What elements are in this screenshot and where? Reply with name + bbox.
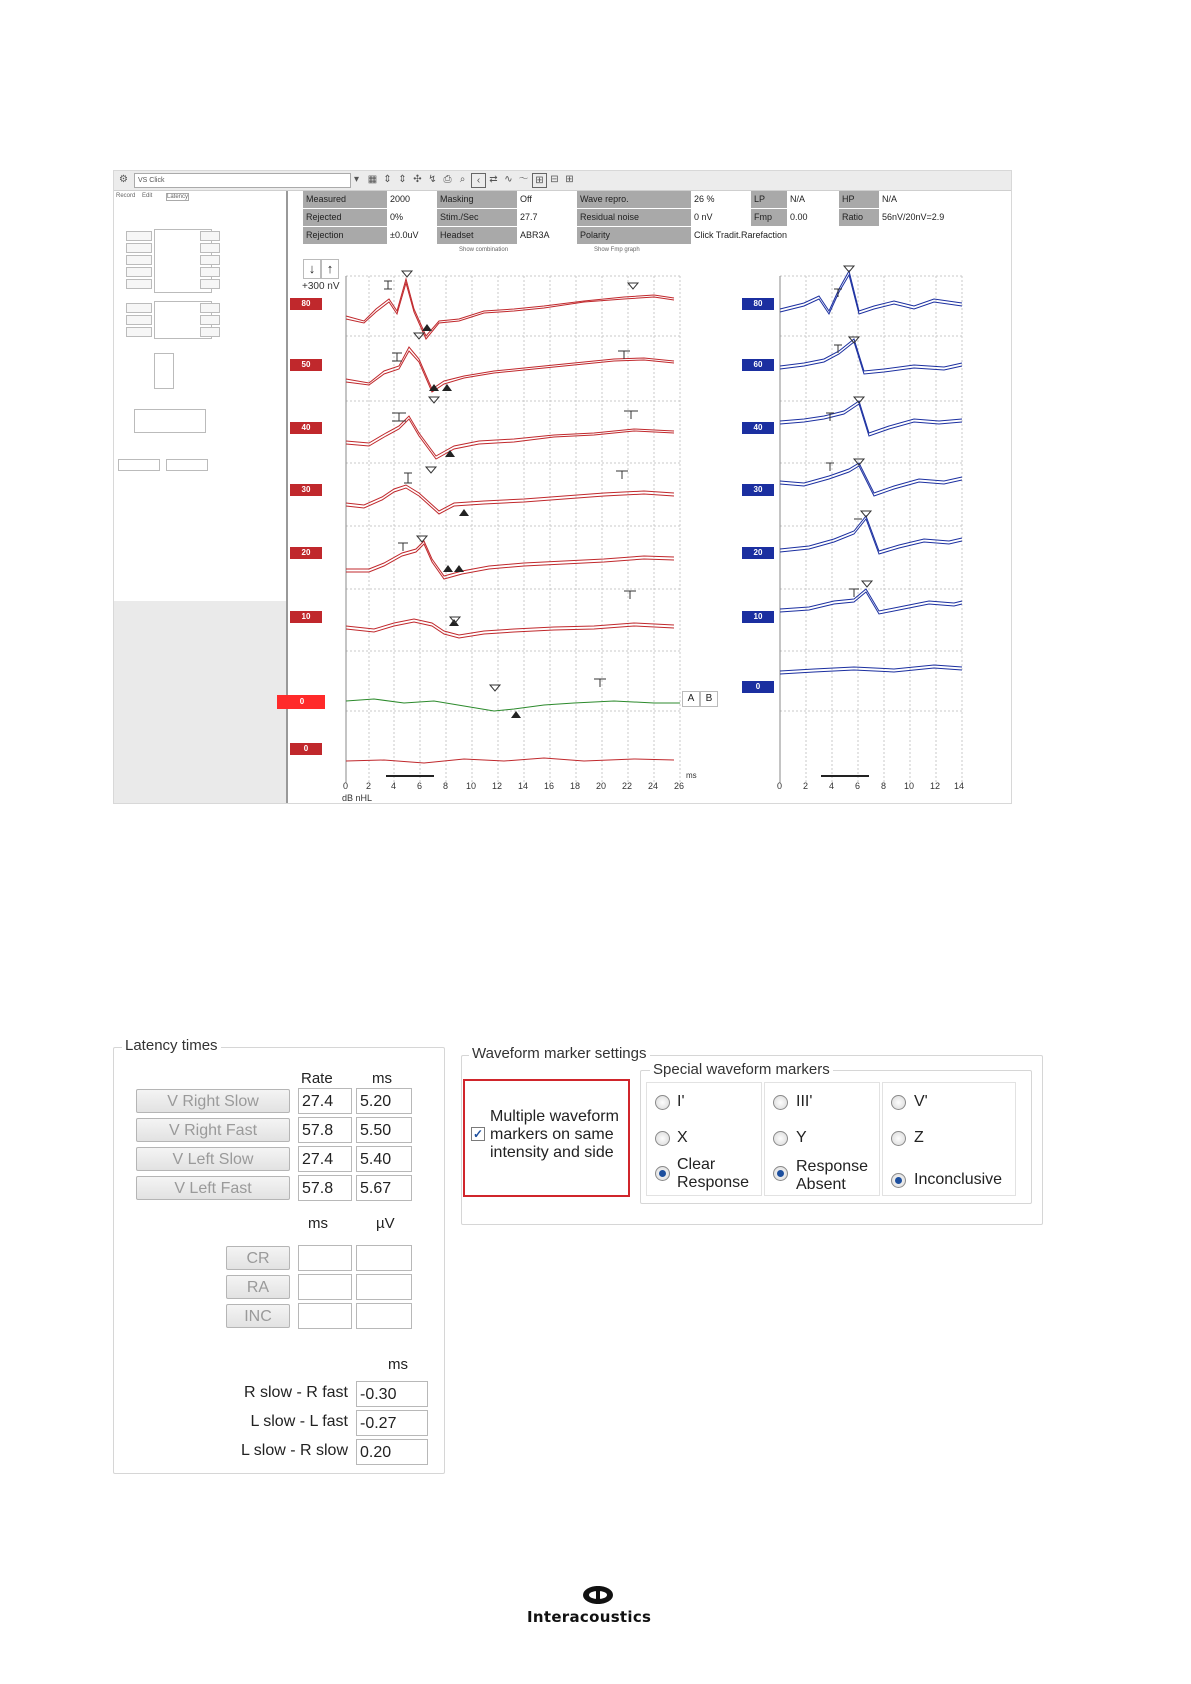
level-label[interactable]: 40 — [742, 422, 774, 434]
x-tick-label: 6 — [855, 781, 861, 791]
x-tick-label: 14 — [954, 781, 965, 791]
x-tick-label: 2 — [366, 781, 372, 791]
tab-latency[interactable]: Latency — [167, 194, 189, 200]
info-label: LP — [751, 191, 787, 208]
ms-header: ms — [308, 1215, 328, 1232]
level-label[interactable]: 40 — [290, 422, 322, 434]
wave-icon[interactable]: 〜 — [518, 174, 529, 185]
diff-ms-header: ms — [388, 1356, 408, 1373]
x-tick-label: 16 — [544, 781, 555, 791]
info-value: N/A — [787, 191, 839, 208]
info-label: Headset — [437, 227, 517, 244]
x-tick-label: 8 — [443, 781, 449, 791]
report-icon[interactable]: ⊞ — [565, 174, 574, 185]
latency-field[interactable]: 5.50 — [356, 1117, 412, 1143]
level-label-selected[interactable]: 0 — [282, 696, 322, 708]
info-label: Polarity — [577, 227, 691, 244]
marker-i-prime-radio[interactable] — [655, 1095, 670, 1110]
level-label[interactable]: 50 — [290, 359, 322, 371]
ms-header: ms — [372, 1070, 392, 1087]
diff-label: R slow - R fast — [243, 1384, 348, 1401]
show-combination-option[interactable]: Show combination — [459, 247, 509, 253]
level-label[interactable]: 20 — [742, 547, 774, 559]
split-icon[interactable]: ⊟ — [550, 174, 559, 185]
save-icon[interactable]: ▦ — [367, 174, 378, 185]
info-value: 26 % — [691, 191, 751, 208]
latency-field[interactable]: 5.40 — [356, 1146, 412, 1172]
info-value: ±0.0uV — [387, 227, 437, 244]
abr-software-screenshot — [113, 170, 1012, 804]
x-tick-label: 4 — [829, 781, 835, 791]
zoom-icon[interactable]: ⌕ — [459, 174, 466, 185]
x-tick-label: 22 — [622, 781, 633, 791]
level-label[interactable]: 30 — [290, 484, 322, 496]
cursor-b-button[interactable]: B — [700, 691, 718, 707]
info-value: ABR3A — [517, 227, 577, 244]
tab-record[interactable]: Record — [116, 193, 136, 199]
x-tick-label: 2 — [803, 781, 809, 791]
level-label[interactable]: 30 — [742, 484, 774, 496]
level-label[interactable]: 20 — [290, 547, 322, 559]
info-label: Wave repro. — [577, 191, 691, 208]
x-unit-label: ms — [686, 771, 697, 780]
v-right-fast-button[interactable]: V Right Fast — [136, 1118, 290, 1142]
waveform-marker-settings-title: Waveform marker settings — [469, 1045, 650, 1062]
rate-header: Rate — [301, 1070, 333, 1087]
show-fmp-graph-option[interactable]: Show Fmp graph — [594, 247, 640, 253]
rate-field[interactable]: 57.8 — [298, 1117, 352, 1143]
inc-uv-field[interactable] — [356, 1303, 412, 1329]
v-left-fast-button[interactable]: V Left Fast — [136, 1176, 290, 1200]
x-tick-label: 10 — [466, 781, 477, 791]
scale-down-button[interactable]: ↓ — [303, 259, 321, 279]
level-label[interactable]: 10 — [290, 611, 322, 623]
level-label[interactable]: 0 — [742, 681, 774, 693]
tab-edit[interactable]: Edit — [142, 193, 153, 199]
info-label: Fmp — [751, 209, 787, 226]
x-tick-label: 8 — [881, 781, 887, 791]
info-label: Rejection — [303, 227, 387, 244]
waveform-plot — [114, 171, 1011, 803]
cursor-a-button[interactable]: A — [682, 691, 700, 707]
scale-up-button[interactable]: ↑ — [321, 259, 339, 279]
marker-x-radio[interactable] — [655, 1131, 670, 1146]
latency-times-title: Latency times — [122, 1037, 221, 1054]
radio-label: X — [677, 1129, 688, 1146]
level-label[interactable]: 80 — [742, 298, 774, 310]
info-label: Masking — [437, 191, 517, 208]
special-markers-title: Special waveform markers — [650, 1061, 833, 1078]
info-value: Off — [517, 191, 577, 208]
radio-label: III' — [796, 1093, 813, 1110]
info-value: 56nV/20nV=2.9 — [879, 209, 969, 226]
x-tick-label: 18 — [570, 781, 581, 791]
uv-header: µV — [376, 1215, 395, 1232]
arrow-updown-icon[interactable]: ⇕ — [398, 174, 407, 185]
print-icon[interactable]: ⎙ — [443, 174, 452, 185]
info-value: 2000 — [387, 191, 437, 208]
ra-uv-field[interactable] — [356, 1274, 412, 1300]
app-icon: ⚙ — [119, 174, 128, 185]
rate-field[interactable]: 27.4 — [298, 1088, 352, 1114]
info-label: Measured — [303, 191, 387, 208]
brand-name: Interacoustics — [527, 1608, 652, 1626]
info-value: Click Tradit.Rarefaction — [691, 227, 891, 244]
diff-field[interactable]: -0.30 — [356, 1381, 428, 1407]
diff-field[interactable]: -0.27 — [356, 1410, 428, 1436]
info-label: Stim./Sec — [437, 209, 517, 226]
cr-ms-field[interactable] — [298, 1245, 352, 1271]
latency-field[interactable]: 5.20 — [356, 1088, 412, 1114]
multiple-markers-checkbox[interactable]: ✓ — [472, 1127, 484, 1141]
radio-label: V' — [914, 1093, 928, 1110]
protocol-select[interactable]: VS Click — [134, 173, 351, 188]
info-value: 0.00 — [787, 209, 839, 226]
level-label[interactable]: 60 — [742, 359, 774, 371]
multiple-markers-label: Multiple waveform markers on same intensity and side — [490, 1108, 619, 1161]
left-arrow-icon[interactable]: ‹ — [471, 173, 486, 188]
amplitude-scale-label: +300 nV — [302, 281, 340, 292]
ra-ms-field[interactable] — [298, 1274, 352, 1300]
ra-button[interactable]: RA — [226, 1275, 290, 1299]
info-value: 27.7 — [517, 209, 577, 226]
info-label: Rejected — [303, 209, 387, 226]
info-value: 0 nV — [691, 209, 751, 226]
marker-icon[interactable]: ✣ — [413, 174, 422, 185]
x-tick-label: 10 — [904, 781, 915, 791]
radio-label: Z — [914, 1129, 924, 1146]
v-right-slow-button[interactable]: V Right Slow — [136, 1089, 290, 1113]
latency-field[interactable]: 5.67 — [356, 1175, 412, 1201]
arrow-updown-icon[interactable]: ⇕ — [383, 174, 392, 185]
compare-icon[interactable]: ⇄ — [489, 174, 498, 185]
inc-ms-field[interactable] — [298, 1303, 352, 1329]
level-label[interactable]: 0 — [290, 743, 322, 755]
level-label[interactable]: 10 — [742, 611, 774, 623]
marker-y-radio[interactable] — [773, 1131, 788, 1146]
rate-field[interactable]: 27.4 — [298, 1146, 352, 1172]
level-label[interactable]: 80 — [290, 298, 322, 310]
x-tick-label: 12 — [492, 781, 503, 791]
diff-label: L slow - R slow — [241, 1442, 348, 1459]
radio-label: Inconclusive — [914, 1171, 1003, 1188]
diff-field[interactable]: 0.20 — [356, 1439, 428, 1465]
x-tick-label: 24 — [648, 781, 659, 791]
x-tick-label: 0 — [777, 781, 783, 791]
radio-label: Response Absent — [796, 1158, 869, 1193]
radio-label: Y — [796, 1129, 807, 1146]
interacoustics-logo-icon — [581, 1585, 615, 1605]
inconclusive-radio[interactable] — [891, 1173, 906, 1188]
info-label: Residual noise — [577, 209, 691, 226]
cr-uv-field[interactable] — [356, 1245, 412, 1271]
v-left-slow-button[interactable]: V Left Slow — [136, 1147, 290, 1171]
marker-v-prime-radio[interactable] — [891, 1095, 906, 1110]
inc-button[interactable]: INC — [226, 1304, 290, 1328]
info-value: 0% — [387, 209, 437, 226]
x-tick-label: 26 — [674, 781, 685, 791]
x-tick-label: 14 — [518, 781, 529, 791]
grid-icon[interactable]: ⊞ — [532, 173, 547, 188]
info-value: N/A — [879, 191, 969, 208]
clear-response-radio[interactable] — [655, 1166, 670, 1181]
marker-z-radio[interactable] — [891, 1131, 906, 1146]
x-axis-label: dB nHL — [342, 793, 373, 803]
radio-label: Clear Response — [677, 1156, 750, 1191]
x-tick-label: 12 — [930, 781, 941, 791]
rate-field[interactable]: 57.8 — [298, 1175, 352, 1201]
radio-label: I' — [677, 1093, 685, 1110]
diff-label: L slow - L fast — [250, 1413, 348, 1430]
tilde-icon[interactable]: ∿ — [504, 174, 513, 185]
x-tick-label: 20 — [596, 781, 607, 791]
x-tick-label: 4 — [391, 781, 397, 791]
marker-iii-prime-radio[interactable] — [773, 1095, 788, 1110]
marker-icon[interactable]: ↯ — [428, 174, 437, 185]
response-absent-radio[interactable] — [773, 1166, 788, 1181]
cr-button[interactable]: CR — [226, 1246, 290, 1270]
info-label: Ratio — [839, 209, 879, 226]
dropdown-arrow-icon[interactable]: ▾ — [353, 174, 360, 185]
info-label: HP — [839, 191, 879, 208]
x-tick-label: 0 — [343, 781, 349, 791]
x-tick-label: 6 — [417, 781, 423, 791]
